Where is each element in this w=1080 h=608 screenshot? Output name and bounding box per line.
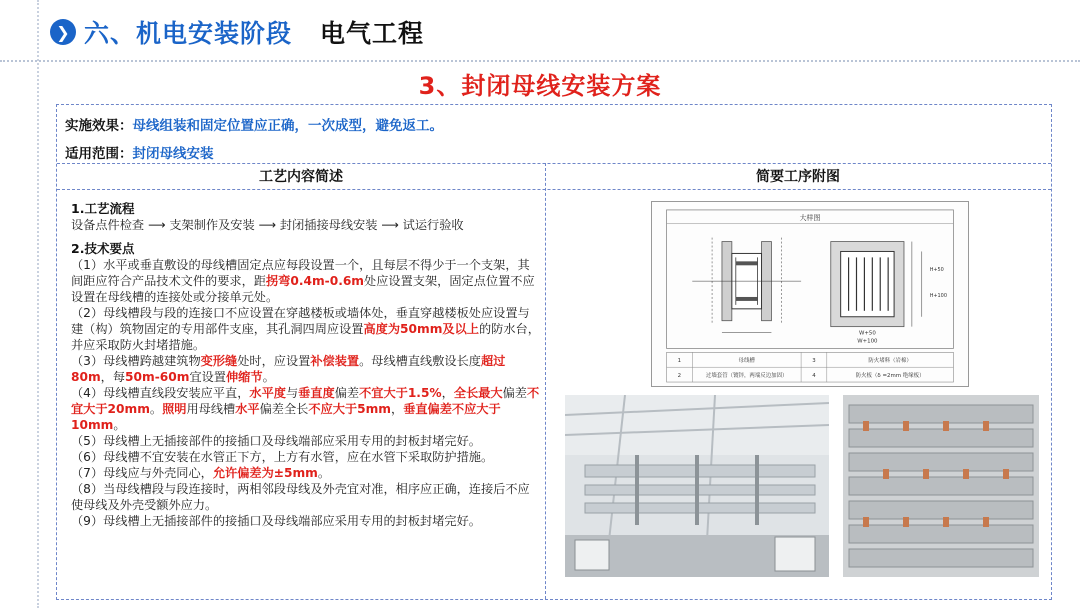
legend-cell: 4 — [812, 373, 816, 380]
drawing-title: 大样图 — [799, 213, 821, 222]
tech-point-7: （7）母线应与外壳同心，允许偏差为±5mm。 — [71, 466, 331, 480]
column-header-left: 工艺内容简述 — [259, 169, 343, 185]
dim-label: W+100 — [857, 338, 878, 345]
legend-cell: 防火堵料（岩棉） — [868, 358, 912, 365]
tech-point-8: （8）当母线槽段与段连接时，两相邻段母线及外壳宜对准，相序应正确，连接后不应使母线及外壳受额外应力。 — [71, 482, 530, 512]
legend-cell: 防火板（δ =2mm 绝缘板） — [855, 373, 925, 380]
legend-cell: 母线槽 — [738, 358, 755, 365]
long-arrow-right-icon: ⟶ — [258, 218, 280, 232]
process-step: 封闭插接母线安装 — [279, 218, 378, 232]
scope-value: 封闭母线安装 — [132, 146, 214, 162]
header-divider — [0, 60, 1080, 62]
page-title: 3、封闭母线安装方案 — [418, 72, 662, 100]
column-header-right: 简要工序附图 — [756, 169, 840, 185]
table-header-border — [57, 189, 1051, 190]
tech-point-2: （2）母线槽段与段的连接口不应设置在穿越楼板或墙体处，垂直穿越楼板处应设置与建（构）筑物固定的专用部件支座，其孔洞四周应设置高度为50mm及以上的防水台，并应采取防火封堵措施。 — [71, 306, 540, 352]
column-divider — [545, 163, 546, 599]
long-arrow-right-icon: ⟶ — [148, 218, 170, 232]
effect-row — [65, 113, 443, 135]
scope-label: 适用范围： — [65, 146, 133, 162]
process-description — [71, 201, 541, 529]
chevron-right-circle-icon: ❯ — [50, 19, 76, 45]
detail-drawing — [651, 201, 969, 387]
effect-label: 实施效果： — [65, 118, 133, 134]
long-arrow-right-icon: ⟶ — [381, 218, 403, 232]
tech-point-9: （9）母线槽上无插接部件的接插口及母线端部应采用专用的封板封堵完好。 — [71, 514, 481, 528]
tech-point-4: （4）母线槽直线段安装应平直，水平度与垂直度偏差不宜大于1.5%，全长最大偏差不宜大于20mm。照明用母线槽水平偏差全长不应大于5mm，垂直偏差不应大于10mm。 — [71, 386, 540, 432]
legend-cell: 1 — [677, 358, 682, 365]
effect-value: 母线组装和固定位置应正确，一次成型，避免返工。 — [132, 118, 443, 134]
tech-point-1: （1）水平或垂直敷设的母线槽固定点应每段设置一个，且每层不得少于一个支架，其间距应符合产品技术文件的要求，距拐弯0.4m-0.6m处应设置支架，固定点位置不应设置在母线槽的连接处或分接单元处。 — [71, 258, 535, 304]
dim-label: H+100 — [929, 292, 947, 299]
legend-cell: 过墙套管（镀锌，两端反边加固） — [705, 373, 788, 380]
dim-label: W+50 — [858, 330, 876, 337]
legend-cell: 2 — [677, 373, 682, 380]
process-step: 设备点件检查 — [71, 218, 145, 232]
process-step: 试运行验收 — [402, 218, 464, 232]
tech-heading: 2.技术要点 — [71, 241, 135, 256]
legend-cell: 3 — [812, 358, 816, 365]
installation-photo-1 — [565, 395, 829, 577]
process-flow — [71, 217, 541, 233]
content-panel — [56, 104, 1052, 600]
process-heading: 1.工艺流程 — [71, 201, 135, 216]
dim-label: H+50 — [929, 267, 944, 274]
page-header — [50, 14, 424, 50]
scope-row — [65, 141, 214, 163]
process-step: 支架制作及安装 — [169, 218, 255, 232]
tech-point-6: （6）母线槽不宜安装在水管正下方，上方有水管，应在水管下采取防护措施。 — [71, 450, 494, 464]
installation-photo-2 — [843, 395, 1039, 577]
section-subtitle: 电气工程 — [320, 19, 425, 48]
tech-point-3: （3）母线槽跨越建筑物变形缝处时，应设置补偿装置。母线槽直线敷设长度超过80m，每50m-60m宜设置伸缩节。 — [71, 354, 506, 384]
tech-point-5: （5）母线槽上无插接部件的接插口及母线端部应采用专用的封板封堵完好。 — [71, 434, 481, 448]
section-title: 六、机电安装阶段 — [84, 19, 293, 48]
